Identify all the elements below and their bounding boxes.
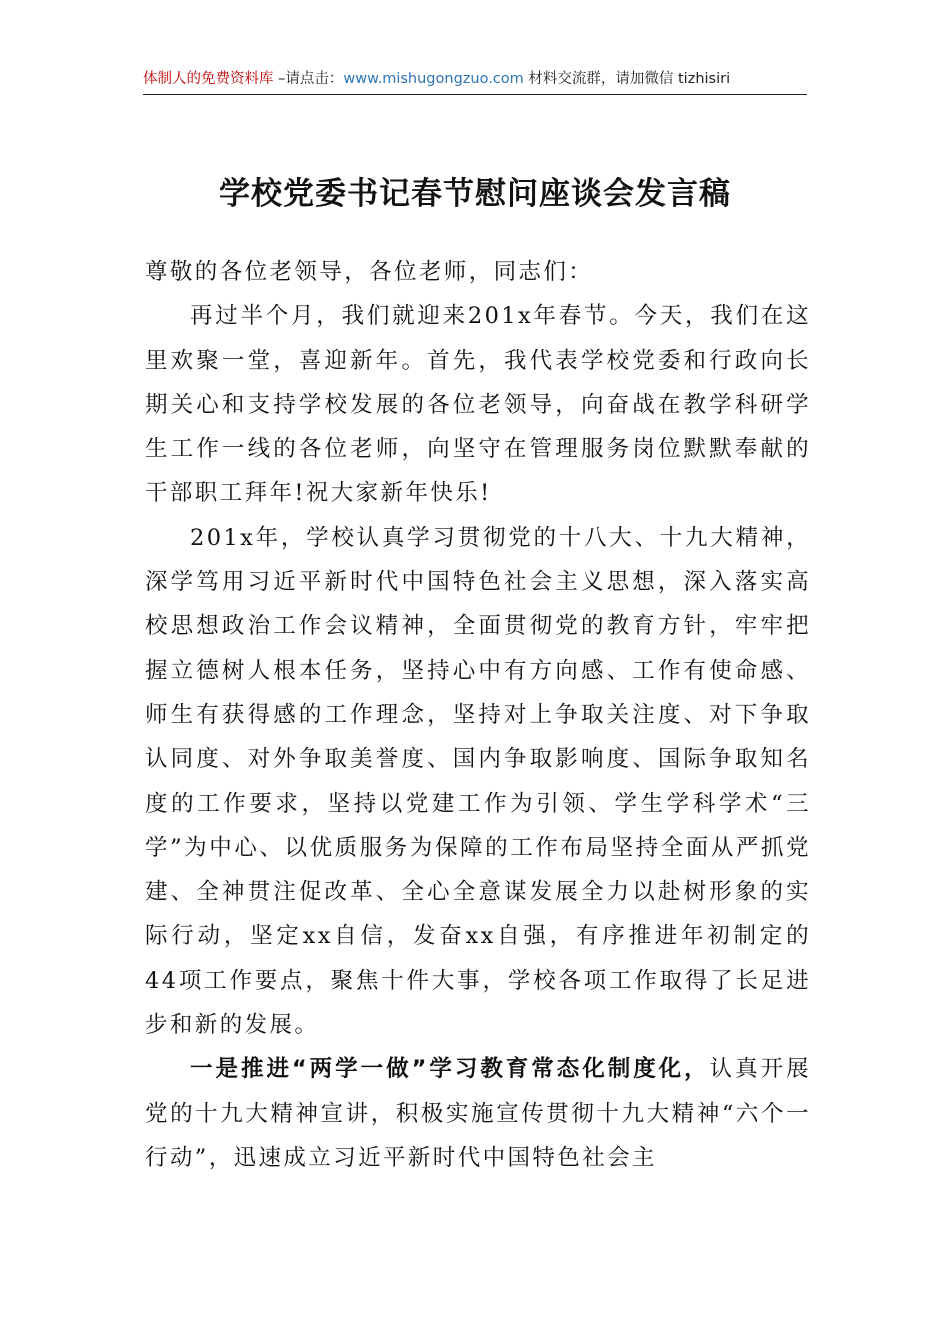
paragraph-intro: 再过半个月，我们就迎来201x年春节。今天，我们在这里欢聚一堂，喜迎新年。首先，我代表学校党委和行政向长期关心和支持学校发展的各位老领导，向奋战在教学科研学生工作一线的各位老师，向坚守在管理服务岗位默默奉献的干部职工拜年!祝大家新年快乐! bbox=[145, 303, 811, 507]
salutation: 尊敬的各位老领导，各位老师，同志们： bbox=[145, 259, 594, 285]
header-brand: 体制人的免费资料库 bbox=[143, 71, 274, 87]
document-title: 学校党委书记春节慰问座谈会发言稿 bbox=[219, 176, 731, 212]
header-contact: 材料交流群，请加微信 tizhisiri bbox=[523, 71, 731, 87]
document-body bbox=[145, 250, 811, 1180]
paragraph-summary: 201x年，学校认真学习贯彻党的十八大、十九大精神，深学笃用习近平新时代中国特色社会主义思想，深入落实高校思想政治工作会议精神，全面贯彻党的教育方针，牢牢把握立德树人根本任务，坚持心中有方向感、工作有使命感、师生有获得感的工作理念，坚持对上争取关注度、对下争取认同度、对外争取美誉度、国内争取影响度、国际争取知名度的工作要求，坚持以党建工作为引领、学生学科学术“三学”为中心、以优质服务为保障的工作布局坚持全面从严抓党建、全神贯注促改革、全心全意谋发展全力以赴树形象的实际行动，坚定xx自信，发奋xx自强，有序推进年初制定的44项工作要点，聚焦十件大事，学校各项工作取得了长足进步和新的发展。 bbox=[145, 524, 811, 1039]
page-header bbox=[143, 68, 807, 95]
header-website-link[interactable]: www.mishugongzuo.com bbox=[343, 71, 524, 87]
header-prompt: –请点击： bbox=[273, 71, 344, 87]
paragraph-section-one bbox=[145, 1047, 811, 1180]
section-one-body: 认真开展党的十九大精神宣讲，积极实施宣传贯彻十九大精神“六个一行动”，迅速成立习近平新时代中国特色社会主 bbox=[145, 1056, 811, 1171]
section-one-lead: 一是推进“两学一做”学习教育常态化制度化， bbox=[190, 1056, 710, 1083]
